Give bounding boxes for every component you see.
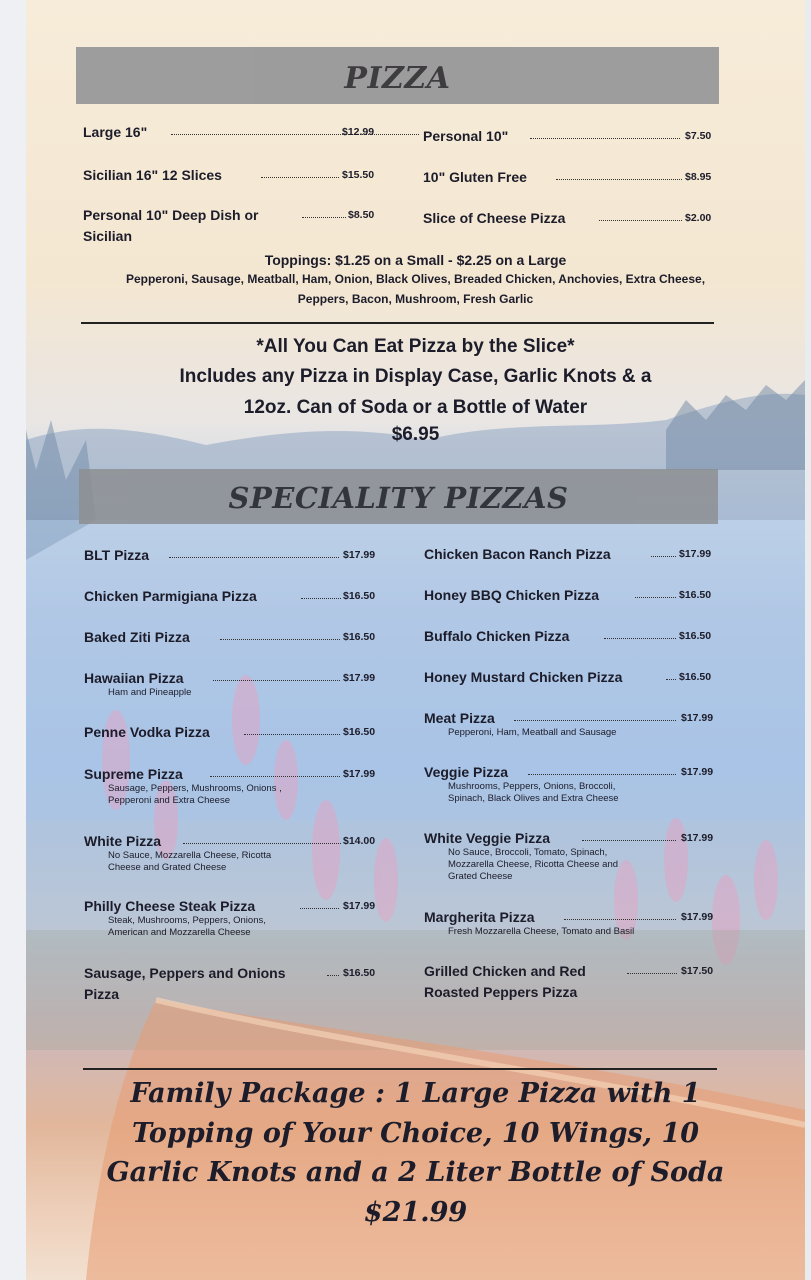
item-price: $16.50 [679,630,712,642]
item-price: $7.50 [685,130,712,142]
item-price: $17.99 [681,712,714,724]
item-description: Grated Cheese [448,871,513,882]
item-name-line2: Pizza [84,986,120,1002]
item-name: Sicilian 16" 12 Slices [83,167,222,183]
family-package-line2: Topping of Your Choice, 10 Wings, 10 [131,1118,700,1149]
item-price: $17.99 [343,672,376,684]
item-name: Buffalo Chicken Pizza [424,628,570,644]
item-name: 10" Gluten Free [423,169,527,185]
family-package-line3: Garlic Knots and a 2 Liter Bottle of Soda [106,1157,725,1188]
item-description: No Sauce, Mozzarella Cheese, Ricotta [108,850,272,861]
item-price: $16.50 [679,589,712,601]
item-name: Supreme Pizza [84,766,183,782]
item-price: $17.50 [681,965,714,977]
item-name: Personal 10" Deep Dish or [83,207,259,223]
item-name-line2: Sicilian [83,228,133,244]
item-price: $12.99 [342,126,375,138]
item-name: Sausage, Peppers and Onions [84,965,286,981]
item-price: $17.99 [679,548,712,560]
specialty-section-title: SPECIALITY PIZZAS [228,481,569,515]
item-name: White Pizza [84,833,162,849]
item-name: Personal 10" [423,128,509,144]
item-price: $2.00 [685,212,712,224]
item-name: Slice of Cheese Pizza [423,210,566,226]
item-description: Ham and Pineapple [108,687,192,698]
item-name: White Veggie Pizza [424,830,551,846]
item-name: Philly Cheese Steak Pizza [84,898,256,914]
page-left-margin [0,0,26,1280]
item-price: $8.50 [348,209,375,221]
item-name: Baked Ziti Pizza [84,629,190,645]
family-package-price: $21.99 [363,1197,468,1228]
item-description: No Sauce, Broccoli, Tomato, Spinach, [448,847,608,858]
ayce-line2: Includes any Pizza in Display Case, Garlic Knots & a [179,366,652,387]
item-name-line2: Roasted Peppers Pizza [424,984,578,1000]
section-divider [83,1068,717,1070]
ayce-price: $6.95 [391,424,440,445]
item-description: Mushrooms, Peppers, Onions, Broccoli, [448,781,616,792]
toppings-list-line2: Peppers, Bacon, Mushroom, Fresh Garlic [297,292,534,306]
item-name: Chicken Parmigiana Pizza [84,588,257,604]
item-description: Cheese and Grated Cheese [108,862,227,873]
item-name: Large 16" [83,124,148,140]
item-name: Veggie Pizza [424,764,509,780]
pizza-section-header [76,47,719,104]
item-price: $8.95 [685,171,712,183]
item-name: Meat Pizza [424,710,495,726]
item-description: Sausage, Peppers, Mushrooms, Onions , [108,783,282,794]
item-price: $14.00 [343,835,376,847]
item-price: $16.50 [343,726,376,738]
item-price: $16.50 [343,631,376,643]
item-description: Pepperoni and Extra Cheese [108,795,230,806]
item-price: $16.50 [343,967,376,979]
toppings-list-line1: Pepperoni, Sausage, Meatball, Ham, Onion, Black Olives, Breaded Chicken, Anchovies, Extra Cheese, [125,272,706,286]
item-price: $16.50 [679,671,712,683]
item-name: Honey BBQ Chicken Pizza [424,587,600,603]
specialty-section-header [79,469,718,524]
item-description: Mozzarella Cheese, Ricotta Cheese and [448,859,619,870]
item-description: Steak, Mushrooms, Peppers, Onions, [108,915,266,926]
item-name: Hawaiian Pizza [84,670,184,686]
page-right-margin [805,0,811,1280]
item-description: Spinach, Black Olives and Extra Cheese [448,793,619,804]
item-name: Chicken Bacon Ranch Pizza [424,546,611,562]
item-name: Penne Vodka Pizza [84,724,210,740]
item-price: $17.99 [343,900,376,912]
item-price: $17.99 [343,549,376,561]
pizza-section-title: PIZZA [344,61,451,96]
item-price: $17.99 [681,832,714,844]
item-price: $17.99 [681,766,714,778]
item-description: Pepperoni, Ham, Meatball and Sausage [448,727,617,738]
item-name: Honey Mustard Chicken Pizza [424,669,623,685]
item-price: $17.99 [681,911,714,923]
toppings-header: Toppings: $1.25 on a Small - $2.25 on a Large [264,252,567,268]
family-package-line1: Family Package : 1 Large Pizza with 1 [130,1078,701,1109]
section-divider [81,322,714,324]
item-price: $15.50 [342,169,375,181]
item-name: Margherita Pizza [424,909,535,925]
ayce-title: *All You Can Eat Pizza by the Slice* [256,336,575,357]
item-name: BLT Pizza [84,547,150,563]
ayce-line3: 12oz. Can of Soda or a Bottle of Water [243,397,588,418]
item-description: American and Mozzarella Cheese [108,927,251,938]
item-price: $17.99 [343,768,376,780]
item-price: $16.50 [343,590,376,602]
item-description: Fresh Mozzarella Cheese, Tomato and Basil [448,926,635,937]
item-name: Grilled Chicken and Red [424,963,586,979]
